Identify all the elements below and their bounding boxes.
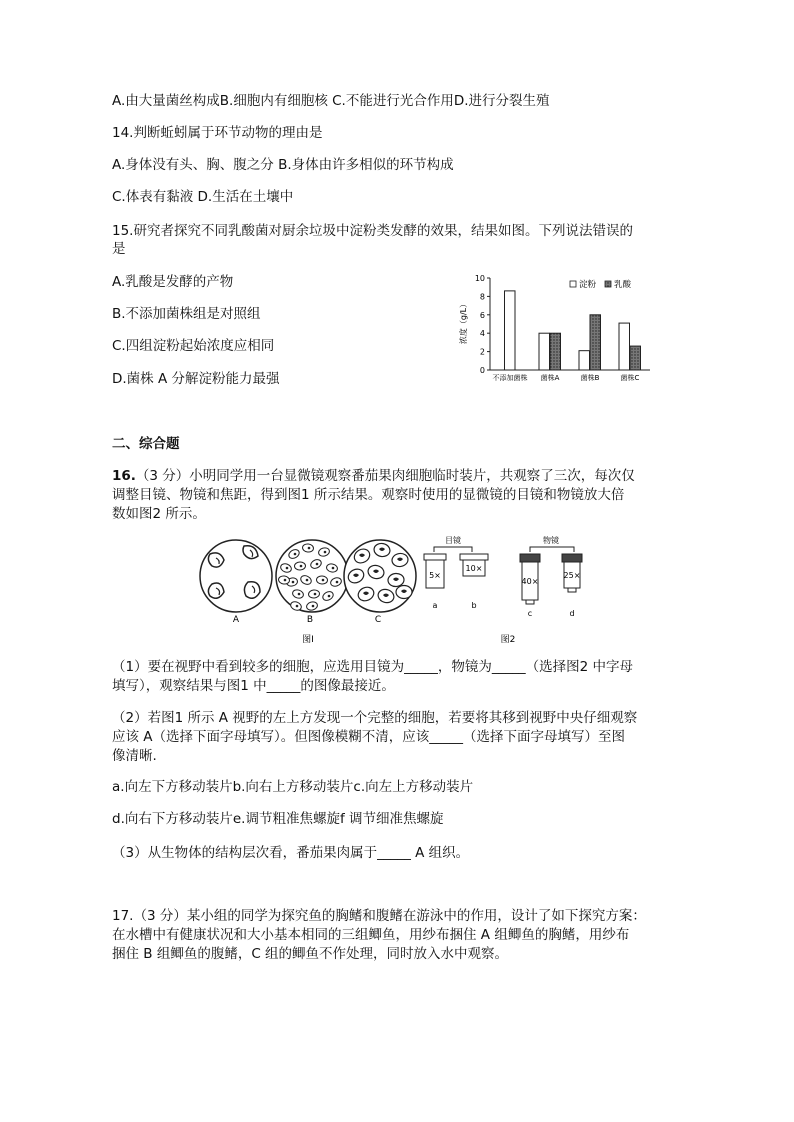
q16-stem-line2: 调整目镜、物镜和焦距，得到图1 所示结果。观察时使用的显微镜的目镜和物镜放大倍 bbox=[112, 487, 625, 503]
chart-y-tick-label: 10 bbox=[474, 274, 485, 283]
q14-stem: 14.判断蚯蚓属于环节动物的理由是 bbox=[112, 125, 323, 141]
q17-line2: 在水槽中有健康状况和大小基本相同的三组鲫鱼，用纱布捆住 A 组鲫鱼的胸鳍，用纱布 bbox=[112, 927, 630, 943]
cell-nucleus bbox=[308, 547, 311, 550]
q15-stem-line2: 是 bbox=[112, 241, 126, 257]
eyepiece-a-letter: a bbox=[432, 601, 438, 610]
bar-starch-1 bbox=[539, 333, 550, 370]
q15-option-c: C.四组淀粉起始浓度应相同 bbox=[112, 338, 275, 354]
q16-stem-line3: 数如图2 所示。 bbox=[112, 506, 206, 522]
objective-d-mag: 25× bbox=[563, 571, 581, 580]
chart-x-label: 菌株B bbox=[580, 374, 600, 382]
microscope-figure bbox=[196, 532, 596, 648]
q16-options-line1: a.向左下方移动装片b.向右上方移动装片c.向左上方移动装片 bbox=[112, 779, 474, 795]
cell-nucleus bbox=[296, 605, 299, 608]
q16-sub2-line1: （2）若图1 所示 A 视野的左上方发现一个完整的细胞，若要将其移到视野中央仔细观察 bbox=[112, 710, 638, 726]
view-a-label: A bbox=[232, 615, 240, 625]
q16-sub1-line2: 填写），观察结果与图1 中_____的图像最接近。 bbox=[112, 678, 395, 694]
q16-number: 16. bbox=[112, 468, 136, 484]
objective-d-letter: d bbox=[569, 609, 575, 618]
q16-sub2-line3: 像清晰. bbox=[112, 748, 157, 764]
q14-options-line2: C.体表有黏液 D.生活在土壤中 bbox=[112, 189, 294, 205]
q15-option-a: A.乳酸是发酵的产物 bbox=[112, 274, 234, 290]
bar-starch-3 bbox=[619, 323, 630, 370]
bar-starch-2 bbox=[579, 351, 590, 370]
cell-nucleus bbox=[322, 579, 325, 582]
legend-label-starch: 淀粉 bbox=[579, 280, 597, 290]
bar-lactic-3 bbox=[630, 346, 641, 370]
chart-bars bbox=[505, 291, 641, 370]
cell-nucleus bbox=[336, 581, 339, 584]
cell-nucleus bbox=[298, 593, 301, 596]
cell-nucleus bbox=[294, 553, 297, 556]
legend-swatch-lactic bbox=[605, 281, 611, 287]
eyepiece-b-mag: 10× bbox=[465, 564, 483, 573]
chart-x-labels bbox=[493, 373, 640, 382]
bar-starch-0 bbox=[505, 291, 516, 370]
q15-stem-line1: 15.研究者探究不同乳酸菌对厨余垃圾中淀粉类发酵的效果，结果如图。下列说法错误的 bbox=[112, 223, 633, 239]
legend-label-lactic: 乳酸 bbox=[614, 280, 632, 290]
legend-swatch-starch bbox=[570, 281, 576, 287]
cell-nucleus bbox=[328, 595, 331, 598]
objective-c-mag: 40× bbox=[521, 577, 539, 586]
view-b bbox=[276, 540, 348, 612]
chart-ylabel: 浓度（g/L） bbox=[459, 299, 468, 345]
cell-nucleus bbox=[312, 605, 315, 608]
cell-nucleus bbox=[306, 579, 309, 582]
chart-y-tick-label: 0 bbox=[479, 366, 485, 375]
cell-nucleus bbox=[300, 565, 303, 568]
chart-x-label: 不添加菌株 bbox=[492, 374, 528, 382]
q14-options-line1: A.身体没有头、胸、腹之分 B.身体由许多相似的环节构成 bbox=[112, 157, 454, 173]
chart-y-tick-label: 4 bbox=[479, 329, 485, 339]
q16-stem-text: （3 分）小明同学用一台显微镜观察番茄果肉细胞临时装片，共观察了三次，每次仅 bbox=[135, 468, 635, 484]
chart-y-tick-label: 8 bbox=[479, 292, 485, 302]
section-title: 二、综合题 bbox=[112, 436, 180, 452]
cell-nucleus bbox=[284, 579, 287, 582]
view-a bbox=[200, 540, 272, 612]
cell-nucleus bbox=[314, 593, 317, 596]
cell-nucleus bbox=[332, 567, 335, 570]
chart-x-label: 菌株C bbox=[620, 374, 640, 382]
cell-nucleus bbox=[316, 563, 319, 566]
cell-nucleus bbox=[286, 567, 289, 570]
chart-y-ticks bbox=[475, 274, 490, 375]
fig1-caption: 图Ⅰ bbox=[302, 635, 314, 645]
q15-option-d: D.菌株 A 分解淀粉能力最强 bbox=[112, 371, 280, 387]
q16-sub3: （3）从生物体的结构层次看，番茄果肉属于_____ A 组织。 bbox=[112, 845, 470, 861]
view-c bbox=[344, 540, 416, 612]
q17-line3: 捆住 B 组鲫鱼的腹鳍，C 组的鲫鱼不作处理，同时放入水中观察。 bbox=[112, 946, 509, 962]
bar-lactic-2 bbox=[590, 315, 601, 370]
chart-y-tick-label: 2 bbox=[479, 347, 485, 357]
q16-options-line2: d.向右下方移动装片e.调节粗准焦螺旋f 调节细准焦螺旋 bbox=[112, 811, 444, 827]
eyepiece-title: 目镜 bbox=[445, 536, 461, 545]
q17-line1: 17.（3 分）某小组的同学为探究鱼的胸鳍和腹鳍在游泳中的作用，设计了如下探究方案： bbox=[112, 908, 646, 924]
view-c-label: C bbox=[374, 615, 382, 625]
fig2-caption: 图2 bbox=[500, 635, 516, 645]
q15-option-b: B.不添加菌株组是对照组 bbox=[112, 306, 261, 322]
chart-y-tick-label: 6 bbox=[479, 310, 485, 320]
q16-sub1-line1: （1）要在视野中看到较多的细胞，应选用目镜为_____，物镜为_____（选择图2 中字母 bbox=[112, 659, 633, 675]
cell-nucleus bbox=[324, 551, 327, 554]
eyepiece-bracket bbox=[434, 547, 472, 552]
eyepiece-b-letter: b bbox=[471, 601, 477, 610]
cell-nucleus bbox=[292, 581, 295, 584]
objective-c-letter: c bbox=[527, 609, 533, 618]
q16-sub2-line2: 应该 A（选择下面字母填写）。但图像模糊不清，应该_____（选择下面字母填写）至图 bbox=[112, 729, 626, 745]
view-b-label: B bbox=[306, 615, 314, 625]
chart-x-label: 菌株A bbox=[540, 374, 560, 382]
q13-options: A.由大量菌丝构成B.细胞内有细胞核 C.不能进行光合作用D.进行分裂生殖 bbox=[112, 93, 550, 109]
bar-lactic-1 bbox=[550, 333, 561, 370]
starch-lactic-bar-chart bbox=[454, 270, 654, 386]
objective-bracket bbox=[530, 547, 574, 552]
objective-title: 物镜 bbox=[543, 536, 559, 545]
q16-stem-line1 bbox=[112, 466, 635, 486]
eyepiece-a-mag: 5× bbox=[429, 571, 441, 580]
